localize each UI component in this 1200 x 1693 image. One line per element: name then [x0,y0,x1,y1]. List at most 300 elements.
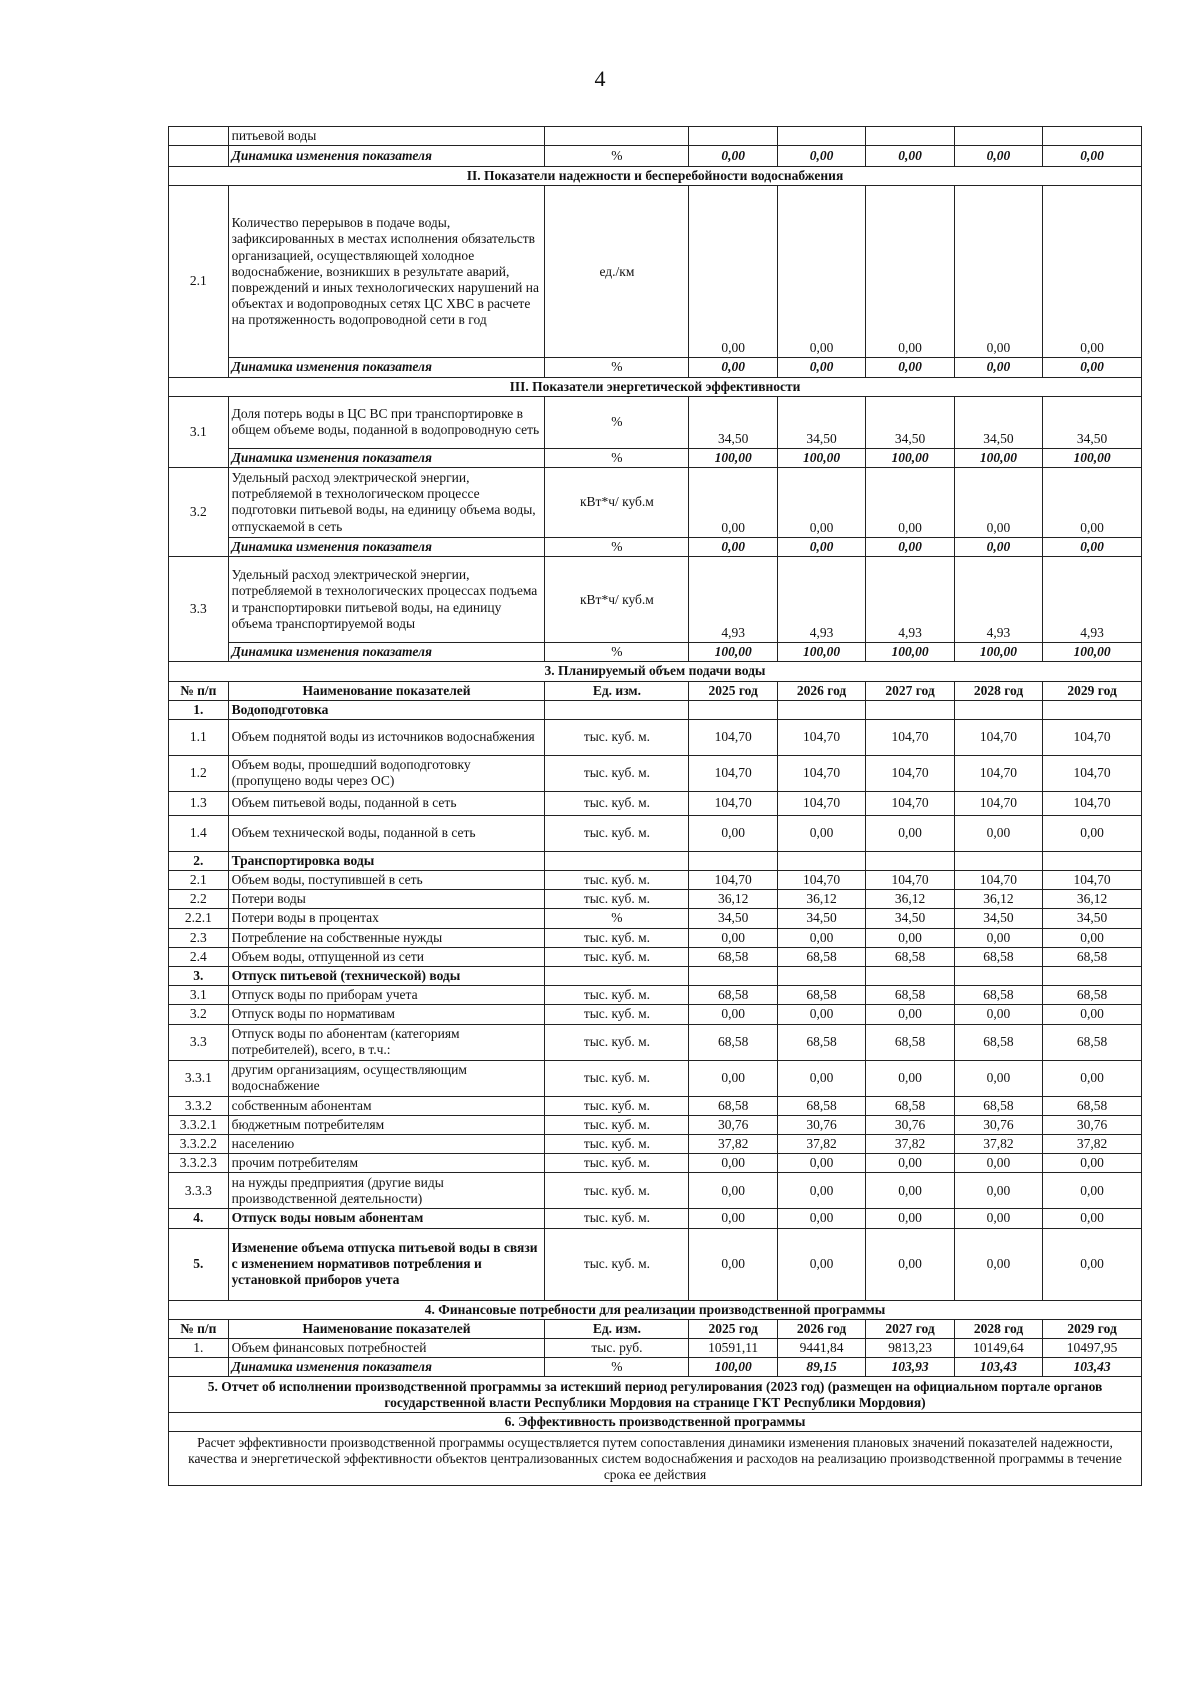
indicator-name: прочим потребителям [228,1154,545,1173]
indicator-name: другим организациям, осуществляющим водоснабжение [228,1060,545,1096]
efficiency-section-title [169,1413,1142,1432]
unit-cell: тыс. куб. м. [545,791,689,815]
value-cell: 0,00 [866,928,954,947]
unit-cell: тыс. куб. м. [545,1154,689,1173]
unit-cell: % [545,358,689,377]
row-number: 3.1 [169,986,229,1005]
row-number: 3.3.3 [169,1173,229,1209]
unit-cell: тыс. руб. [545,1338,689,1357]
unit-cell: тыс. куб. м. [545,1005,689,1024]
table-row [169,890,1142,909]
indicator-name: питьевой воды [228,127,545,146]
value-cell: 0,00 [1043,815,1142,851]
table-row [169,909,1142,928]
report-section-title [169,1377,1142,1413]
value-cell [954,967,1042,986]
unit-cell [545,967,689,986]
value-cell: 103,93 [866,1358,954,1377]
value-cell: 100,00 [689,643,777,662]
value-cell: 68,58 [954,947,1042,966]
value-cell: 9813,23 [866,1338,954,1357]
value-cell: 0,00 [866,537,954,556]
value-cell: 68,58 [866,947,954,966]
value-cell: 0,00 [689,928,777,947]
value-cell [1043,700,1142,719]
value-cell: 34,50 [866,909,954,928]
table-row [169,186,1142,358]
table-row [169,127,1142,146]
indicator-name: населению [228,1134,545,1153]
unit-cell: тыс. куб. м. [545,1115,689,1134]
value-cell: 0,00 [777,358,865,377]
indicator-name: Удельный расход электрической энергии, потребляемой в технологическом процессе подготовки питьевой воды, на единицу объема воды, отпускаемой в сеть [228,467,545,537]
table-row [169,1024,1142,1060]
value-cell: 0,00 [954,1060,1042,1096]
value-cell: 104,70 [689,871,777,890]
value-cell: 0,00 [866,1154,954,1173]
indicator-name: Отпуск питьевой (технической) воды [228,967,545,986]
section-3-title-text: III. Показатели энергетической эффективности [169,377,1142,396]
row-number: 1.2 [169,755,229,791]
indicator-name: Динамика изменения показателя [228,358,545,377]
value-cell: 30,76 [689,1115,777,1134]
table-row [169,700,1142,719]
table-row [169,719,1142,755]
value-cell: 0,00 [777,1060,865,1096]
value-cell: 104,70 [954,755,1042,791]
indicator-name: Объем питьевой воды, поданной в сеть [228,791,545,815]
row-number: 3.3.2.1 [169,1115,229,1134]
value-cell: 0,00 [1043,146,1142,167]
value-cell: 4,93 [689,557,777,643]
value-cell: 0,00 [689,1173,777,1209]
volume-section-title-text: 3. Планируемый объем подачи воды [169,662,1142,681]
value-cell: 0,00 [1043,186,1142,358]
indicator-name: Потери воды [228,890,545,909]
value-cell: 68,58 [954,1024,1042,1060]
value-cell: 68,58 [1043,1096,1142,1115]
indicator-name: Отпуск воды по абонентам (категориям потребителей), всего, в т.ч.: [228,1024,545,1060]
table-row [169,557,1142,643]
value-cell: 0,00 [777,537,865,556]
unit-cell [545,127,689,146]
row-number: 3.3.2 [169,1096,229,1115]
table-header-row [169,681,1142,700]
header-year: 2028 год [954,1319,1042,1338]
value-cell: 0,00 [866,358,954,377]
value-cell [689,967,777,986]
value-cell [689,127,777,146]
value-cell: 37,82 [954,1134,1042,1153]
value-cell [689,851,777,870]
indicator-name: Транспортировка воды [228,851,545,870]
indicator-name: Удельный расход электрической энергии, потребляемой в технологических процессах подъема и транспортировки питьевой воды, на единицу объема транспортируемой воды [228,557,545,643]
indicator-name: Водоподготовка [228,700,545,719]
value-cell: 0,00 [954,146,1042,167]
table-row [169,448,1142,467]
table-row [169,643,1142,662]
production-program-table [168,126,1142,1486]
indicator-name: Объем воды, поступившей в сеть [228,871,545,890]
value-cell: 0,00 [954,928,1042,947]
value-cell: 100,00 [777,448,865,467]
unit-cell: тыс. куб. м. [545,871,689,890]
value-cell: 0,00 [777,1005,865,1024]
row-number: 3.3 [169,557,229,662]
value-cell: 0,00 [954,1209,1042,1228]
table-row [169,755,1142,791]
report-section-title-text: 5. Отчет об исполнении производственной программы за истекший период регулирования (2023 год) (размещен на официальном портале органов государственной власти Республики Мордовия на странице ГКТ Республики Мордовия) [169,1377,1142,1413]
value-cell: 10591,11 [689,1338,777,1357]
value-cell [866,967,954,986]
value-cell: 104,70 [689,791,777,815]
value-cell [1043,851,1142,870]
table-row [169,1134,1142,1153]
unit-cell: тыс. куб. м. [545,890,689,909]
volume-section-title [169,662,1142,681]
value-cell [954,127,1042,146]
unit-cell: тыс. куб. м. [545,1024,689,1060]
value-cell: 0,00 [866,146,954,167]
header-name: Наименование показателей [228,1319,545,1338]
value-cell: 0,00 [689,1060,777,1096]
value-cell: 100,00 [1043,448,1142,467]
value-cell: 68,58 [689,947,777,966]
header-unit: Ед. изм. [545,681,689,700]
unit-cell: % [545,537,689,556]
value-cell [866,127,954,146]
row-number: 1. [169,700,229,719]
value-cell: 0,00 [689,1228,777,1300]
header-number: № п/п [169,681,229,700]
unit-cell [545,700,689,719]
value-cell: 104,70 [1043,755,1142,791]
table-row [169,1173,1142,1209]
unit-cell: тыс. куб. м. [545,928,689,947]
value-cell: 0,00 [866,1209,954,1228]
value-cell: 0,00 [1043,1154,1142,1173]
table-row [169,1115,1142,1134]
header-unit: Ед. изм. [545,1319,689,1338]
value-cell: 104,70 [954,871,1042,890]
value-cell: 68,58 [689,1096,777,1115]
value-cell: 0,00 [1043,1005,1142,1024]
value-cell: 68,58 [1043,1024,1142,1060]
value-cell: 104,70 [866,791,954,815]
row-number: 2.1 [169,871,229,890]
value-cell: 0,00 [1043,537,1142,556]
page-number: 4 [594,66,606,91]
section-2-title [169,167,1142,186]
value-cell: 68,58 [689,1024,777,1060]
value-cell: 9441,84 [777,1338,865,1357]
value-cell: 104,70 [954,791,1042,815]
value-cell: 104,70 [777,755,865,791]
value-cell [954,851,1042,870]
value-cell: 36,12 [866,890,954,909]
unit-cell: тыс. куб. м. [545,1173,689,1209]
row-number: 2.2 [169,890,229,909]
value-cell: 100,00 [1043,643,1142,662]
value-cell: 37,82 [1043,1134,1142,1153]
value-cell: 34,50 [689,909,777,928]
value-cell: 34,50 [954,396,1042,448]
value-cell: 36,12 [777,890,865,909]
value-cell: 68,58 [866,986,954,1005]
value-cell: 68,58 [866,1024,954,1060]
value-cell: 0,00 [689,1154,777,1173]
value-cell [1043,967,1142,986]
header-year: 2027 год [866,1319,954,1338]
value-cell: 34,50 [777,396,865,448]
value-cell: 0,00 [954,1173,1042,1209]
value-cell: 104,70 [689,719,777,755]
value-cell [1043,127,1142,146]
value-cell: 0,00 [777,186,865,358]
table-row [169,1096,1142,1115]
value-cell: 30,76 [954,1115,1042,1134]
row-number: 1.3 [169,791,229,815]
unit-cell: % [545,448,689,467]
table-row [169,1005,1142,1024]
value-cell: 34,50 [689,396,777,448]
value-cell: 0,00 [777,1228,865,1300]
value-cell: 0,00 [777,146,865,167]
table-row [169,791,1142,815]
value-cell: 0,00 [866,186,954,358]
row-number: 3.2 [169,467,229,556]
value-cell: 104,70 [1043,719,1142,755]
row-number: 3.1 [169,396,229,467]
table-row [169,146,1142,167]
value-cell: 0,00 [954,537,1042,556]
value-cell: 68,58 [1043,947,1142,966]
row-number: 2.4 [169,947,229,966]
indicator-name: Динамика изменения показателя [228,448,545,467]
value-cell: 0,00 [777,1173,865,1209]
value-cell: 10497,95 [1043,1338,1142,1357]
value-cell: 68,58 [1043,986,1142,1005]
table-row [169,537,1142,556]
value-cell: 37,82 [777,1134,865,1153]
row-number: 5. [169,1228,229,1300]
value-cell: 0,00 [1043,1209,1142,1228]
indicator-name: Отпуск воды по нормативам [228,1005,545,1024]
value-cell: 100,00 [777,643,865,662]
row-number: 2.2.1 [169,909,229,928]
value-cell [866,700,954,719]
efficiency-text [169,1432,1142,1486]
row-number: 3.3.1 [169,1060,229,1096]
unit-cell: % [545,643,689,662]
row-number: 2.3 [169,928,229,947]
header-year: 2027 год [866,681,954,700]
header-year: 2025 год [689,681,777,700]
value-cell: 0,00 [1043,1060,1142,1096]
table-row [169,1060,1142,1096]
value-cell: 0,00 [689,358,777,377]
indicator-name: Объем финансовых потребностей [228,1338,545,1357]
value-cell: 104,70 [866,755,954,791]
table-row [169,851,1142,870]
indicator-name: Динамика изменения показателя [228,1358,545,1377]
row-number: 1.4 [169,815,229,851]
finance-section-title-text: 4. Финансовые потребности для реализации производственной программы [169,1300,1142,1319]
value-cell: 4,93 [866,557,954,643]
value-cell: 104,70 [689,755,777,791]
indicator-name: Динамика изменения показателя [228,643,545,662]
value-cell: 36,12 [689,890,777,909]
indicator-name: Динамика изменения показателя [228,537,545,556]
value-cell: 0,00 [866,815,954,851]
value-cell: 4,93 [1043,557,1142,643]
header-year: 2025 год [689,1319,777,1338]
row-number: 3.3.2.2 [169,1134,229,1153]
table-row [169,871,1142,890]
header-number: № п/п [169,1319,229,1338]
indicator-name: Динамика изменения показателя [228,146,545,167]
row-number [169,127,229,146]
value-cell: 0,00 [954,1228,1042,1300]
value-cell: 4,93 [777,557,865,643]
value-cell: 30,76 [777,1115,865,1134]
row-number: 1. [169,1338,229,1357]
value-cell: 68,58 [689,986,777,1005]
indicator-name: собственным абонентам [228,1096,545,1115]
unit-cell [545,851,689,870]
value-cell: 0,00 [866,467,954,537]
value-cell: 0,00 [777,467,865,537]
table-row [169,1358,1142,1377]
value-cell: 4,93 [954,557,1042,643]
value-cell [777,700,865,719]
row-number: 2. [169,851,229,870]
table-row [169,815,1142,851]
row-number: 3. [169,967,229,986]
value-cell: 0,00 [689,467,777,537]
value-cell: 0,00 [689,1209,777,1228]
header-year: 2029 год [1043,1319,1142,1338]
value-cell: 68,58 [777,986,865,1005]
value-cell: 104,70 [777,719,865,755]
indicator-name: на нужды предприятия (другие виды производственной деятельности) [228,1173,545,1209]
value-cell: 104,70 [1043,871,1142,890]
table-row [169,967,1142,986]
indicator-name: Объем воды, прошедший водоподготовку (пропущено воды через ОС) [228,755,545,791]
value-cell: 100,00 [689,1358,777,1377]
unit-cell: тыс. куб. м. [545,1096,689,1115]
indicator-name: Отпуск воды по приборам учета [228,986,545,1005]
value-cell: 37,82 [689,1134,777,1153]
value-cell: 0,00 [954,1154,1042,1173]
table-body [169,127,1142,1486]
indicator-name: Объем воды, отпущенной из сети [228,947,545,966]
value-cell: 34,50 [866,396,954,448]
value-cell: 100,00 [866,643,954,662]
value-cell: 0,00 [689,146,777,167]
table-row [169,1228,1142,1300]
unit-cell: кВт*ч/ куб.м [545,467,689,537]
row-number: 2.1 [169,186,229,377]
efficiency-text-text: Расчет эффективности производственной программы осуществляется путем сопоставления динамики изменения плановых значений показателей надежности, качества и энергетической эффективности объектов централизованных систем водоснабжения и расходов на реализацию производственной программы в течение срока ее действия [169,1432,1142,1486]
table-row [169,1338,1142,1357]
value-cell: 0,00 [689,1005,777,1024]
value-cell [689,700,777,719]
value-cell: 68,58 [777,1096,865,1115]
unit-cell: тыс. куб. м. [545,947,689,966]
indicator-name: Отпуск воды новым абонентам [228,1209,545,1228]
indicator-name: Доля потерь воды в ЦС ВС при транспортировке в общем объеме воды, поданной в водопроводную сеть [228,396,545,448]
value-cell: 68,58 [777,1024,865,1060]
unit-cell: тыс. куб. м. [545,1134,689,1153]
indicator-name: Объем технической воды, поданной в сеть [228,815,545,851]
value-cell: 34,50 [954,909,1042,928]
value-cell: 0,00 [866,1173,954,1209]
table-row [169,986,1142,1005]
unit-cell: тыс. куб. м. [545,986,689,1005]
value-cell: 100,00 [866,448,954,467]
value-cell: 36,12 [1043,890,1142,909]
value-cell [866,851,954,870]
indicator-name: Объем поднятой воды из источников водоснабжения [228,719,545,755]
unit-cell: % [545,146,689,167]
row-number [169,146,229,167]
indicator-name: Количество перерывов в подаче воды, зафиксированных в местах исполнения обязательств организацией, осуществляющей холодное водоснабжение, возникших в результате аварий, повреждений и иных технологических нарушений на объектах и водопроводных сетях ЦС ХВС в расчете на протяженность водопроводной сети в год [228,186,545,358]
unit-cell: тыс. куб. м. [545,755,689,791]
header-name: Наименование показателей [228,681,545,700]
value-cell: 0,00 [866,1005,954,1024]
value-cell: 0,00 [1043,358,1142,377]
value-cell: 68,58 [866,1096,954,1115]
row-number: 3.3 [169,1024,229,1060]
section-2-title-text: II. Показатели надежности и бесперебойности водоснабжения [169,167,1142,186]
value-cell: 0,00 [1043,1228,1142,1300]
value-cell: 103,43 [1043,1358,1142,1377]
indicator-name: Потери воды в процентах [228,909,545,928]
value-cell: 0,00 [866,1060,954,1096]
value-cell: 0,00 [777,1209,865,1228]
unit-cell: % [545,396,689,448]
value-cell: 89,15 [777,1358,865,1377]
value-cell: 34,50 [1043,909,1142,928]
header-year: 2026 год [777,1319,865,1338]
value-cell: 0,00 [777,815,865,851]
value-cell: 0,00 [1043,467,1142,537]
row-number: 1.1 [169,719,229,755]
value-cell [777,851,865,870]
value-cell: 34,50 [777,909,865,928]
value-cell: 0,00 [689,537,777,556]
value-cell: 37,82 [866,1134,954,1153]
header-year: 2028 год [954,681,1042,700]
unit-cell: тыс. куб. м. [545,1060,689,1096]
value-cell: 0,00 [954,358,1042,377]
finance-header-row [169,1319,1142,1338]
value-cell: 0,00 [777,1154,865,1173]
value-cell: 0,00 [954,186,1042,358]
indicator-name: Потребление на собственные нужды [228,928,545,947]
value-cell: 68,58 [954,1096,1042,1115]
table-row [169,1154,1142,1173]
value-cell [777,127,865,146]
table-row [169,947,1142,966]
value-cell: 104,70 [777,871,865,890]
unit-cell: тыс. куб. м. [545,719,689,755]
table-row [169,467,1142,537]
unit-cell: кВт*ч/ куб.м [545,557,689,643]
value-cell: 0,00 [1043,1173,1142,1209]
unit-cell: тыс. куб. м. [545,1209,689,1228]
